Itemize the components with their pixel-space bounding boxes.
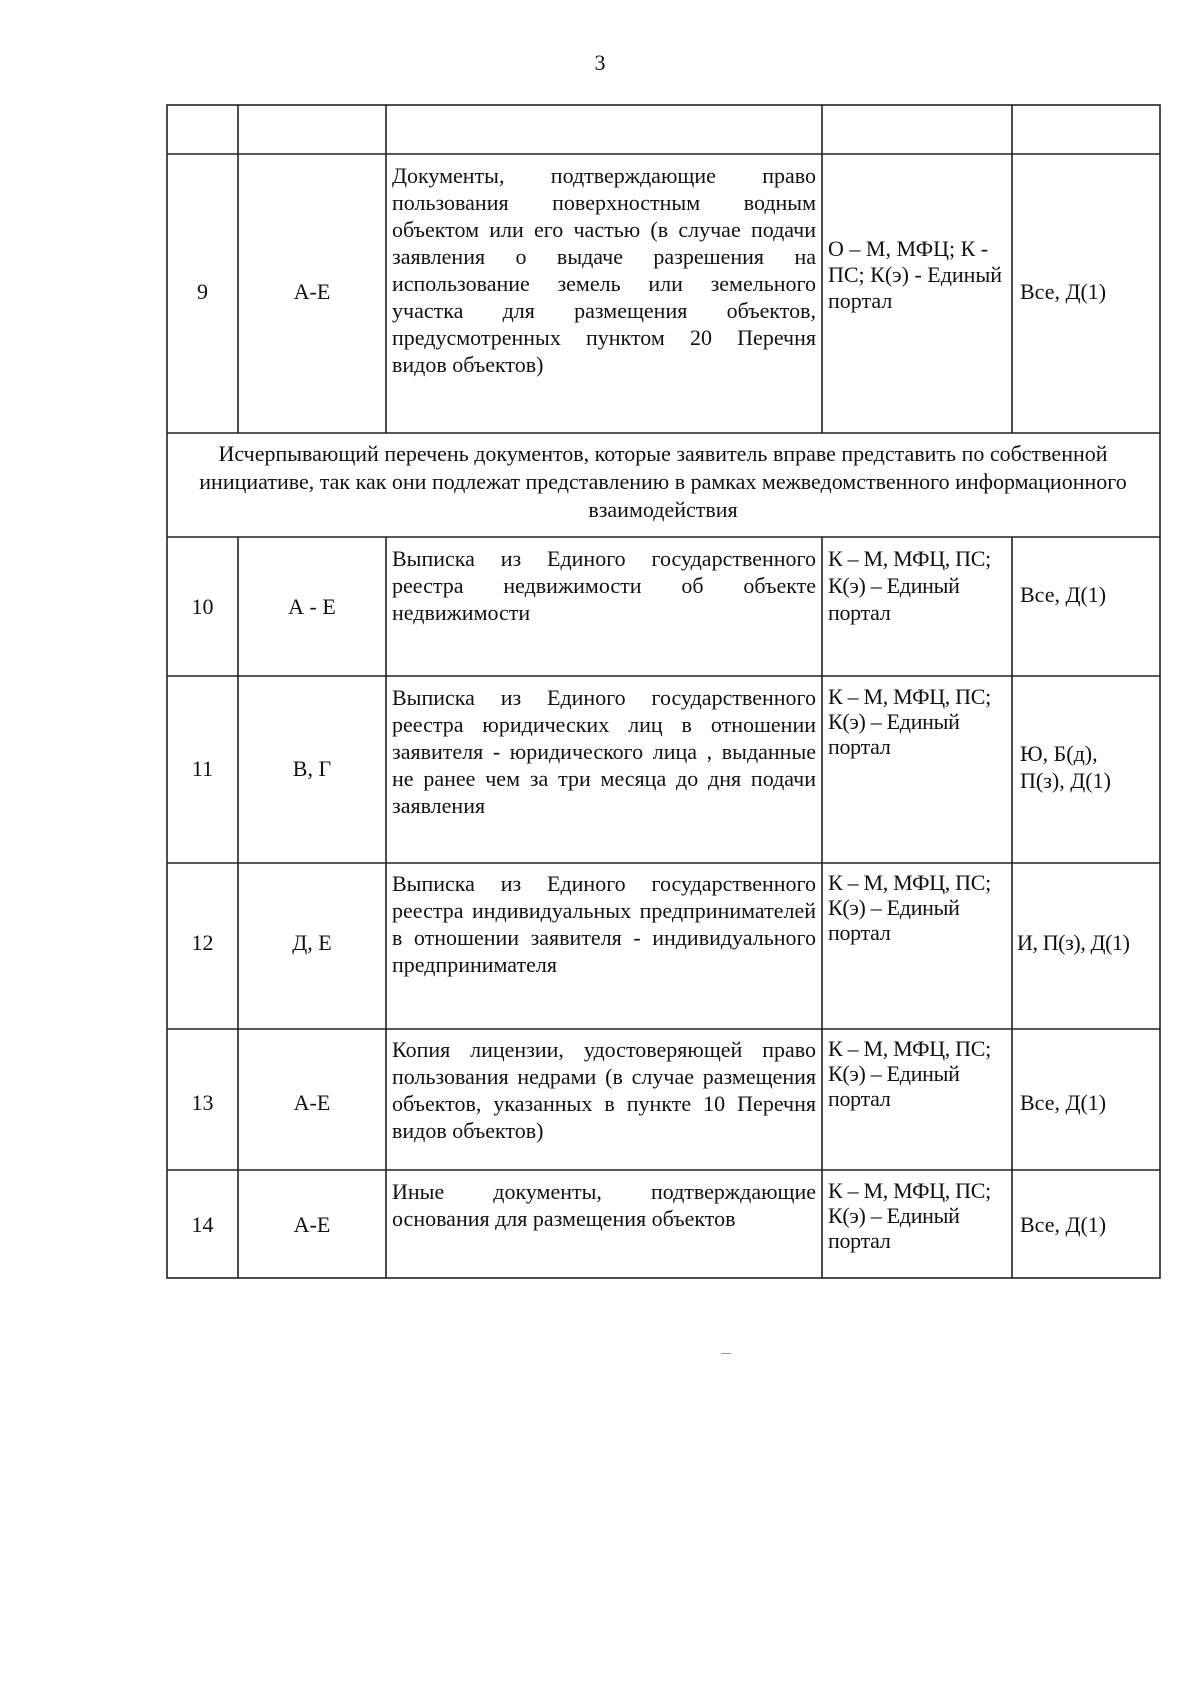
row-categories: А-Е <box>293 279 331 304</box>
row-submission: К – М, МФЦ, ПС; К(э) – Единый портал <box>828 546 991 625</box>
row-number: 13 <box>191 1090 214 1115</box>
row-categories: А-Е <box>293 1212 331 1237</box>
scan-dash-mark <box>721 1353 731 1354</box>
row-document: Иные документы, подтверждающие основания для размещения объектов <box>392 1179 816 1231</box>
row-document: Копия лицензии, удостоверяющей право пользования недрами (в случае размещения объектов, указанных в пункте 10 Перечня видов объектов) <box>392 1037 816 1143</box>
row-categories: А-Е <box>293 1090 331 1115</box>
row-applicants: Все, Д(1) <box>1020 1212 1107 1237</box>
row-applicants: И, П(з), Д(1) <box>1017 930 1130 955</box>
row-categories: А - Е <box>288 594 336 619</box>
row-applicants: Все, Д(1) <box>1020 279 1107 304</box>
row-number: 11 <box>191 756 214 781</box>
row-submission: О – М, МФЦ; К - ПС; К(э) - Единый портал <box>828 236 1003 313</box>
row-submission: К – М, МФЦ, ПС; К(э) – Единый портал <box>828 684 991 759</box>
row-submission: К – М, МФЦ, ПС; К(э) – Единый портал <box>828 1036 991 1111</box>
row-document: Выписка из Единого государственного реестра индивидуальных предпринимателей в отношении заявителя - индивидуального предпринимателя <box>392 871 816 977</box>
row-number: 10 <box>191 594 214 619</box>
row-submission: К – М, МФЦ, ПС; К(э) – Единый портал <box>828 1178 991 1253</box>
row-document: Документы, подтверждающие право пользования поверхностным водным объектом или его частью (в случае подачи заявления о выдаче разрешения на использование земель или земельного участка для размещения объектов, предусмотренных пунктом 20 Перечня видов объектов) <box>392 163 816 377</box>
row-applicants: Ю, Б(д), П(з), Д(1) <box>1020 741 1111 793</box>
row-document: Выписка из Единого государственного реестра юридических лиц в отношении заявителя - юридического лица , выданные не ранее чем за три месяца до дня подачи заявления <box>392 685 816 818</box>
row-categories: В, Г <box>292 756 332 781</box>
section-heading: Исчерпывающий перечень документов, которые заявитель вправе представить по собственной инициативе, так как они подлежат представлению в рамках межведомственного информационного взаимодействия <box>199 441 1127 522</box>
row-applicants: Все, Д(1) <box>1020 582 1107 607</box>
row-number: 14 <box>191 1212 214 1237</box>
row-number: 9 <box>197 279 208 304</box>
row-applicants: Все, Д(1) <box>1020 1090 1107 1115</box>
row-document: Выписка из Единого государственного реестра недвижимости об объекте недвижимости <box>392 546 816 625</box>
documents-table <box>166 104 1162 1280</box>
page-number: 3 <box>594 50 606 75</box>
row-submission: К – М, МФЦ, ПС; К(э) – Единый портал <box>828 870 991 945</box>
row-categories: Д, Е <box>292 930 332 955</box>
row-number: 12 <box>191 930 214 955</box>
